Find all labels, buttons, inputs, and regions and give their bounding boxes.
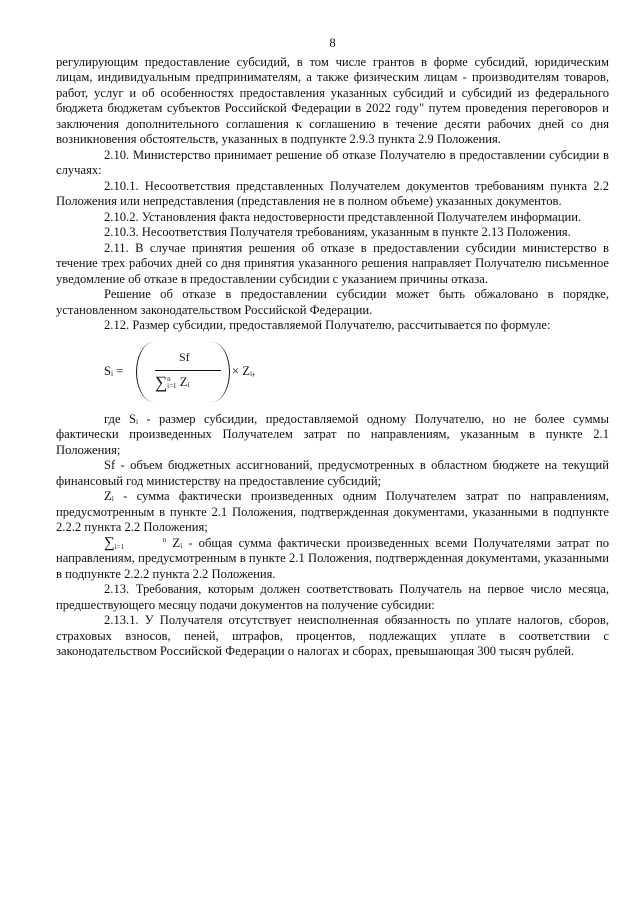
paragraph-appeal: Решение об отказе в предоставлении субсидии может быть обжаловано в порядке, установленном законодательством Российской Федерации. [56,287,609,317]
paragraph-2-11: 2.11. В случае принятия решения об отказе в предоставлении субсидии министерство в течение трех рабочих дней со дня принятия указанного решения направляет Получателю письменное уведомление об отказе в предоставлении субсидии с указанием причины отказа. [56,240,609,286]
definition-sum-zi [56,536,609,583]
paragraph-continuation: регулирующим предоставление субсидий, в том числе грантов в форме субсидий, юридическим лицам, индивидуальным предпринимателям, а также физическим лицам - производителям товаров, работ, услуг и об особенностях предоставления указанных субсидий и субсидий из федерального бюджета бюджетам субъектов Российской Федерации в 2022 году" путем проведения переговоров и заключения дополнительного соглашения к соглашению в течение десяти рабочих дней со дня возникновения обстоятельств, указанных в подпункте 2.9.3 пункта 2.9 Положения. [56,54,609,146]
formula-parentheses [136,342,230,402]
sum-symbol: ∑ [155,372,168,392]
formula-fraction-line [155,370,221,371]
paragraph-2-12: 2.12. Размер субсидии, предоставляемой Получателю, рассчитывается по формуле: [104,318,551,332]
sum-lower-limit: i=1 [167,381,177,390]
paragraph-2-13-1: 2.13.1. У Получателя отсутствует неисполненная обязанность по уплате налогов, сборов, страховых взносов, пеней, штрафов, процентов, подлежащих уплате в соответствии с законодательством Российской Федерации о налогах и сборах, превышающая 300 тысяч рублей. [56,613,609,658]
formula-lhs: Sᵢ = [104,363,124,378]
inline-sum-symbol: ∑ [104,534,115,551]
paragraph-2-10-2: 2.10.2. Установления факта недостоверности представленной Получателем информации. [104,209,582,224]
page-number: 8 [329,36,336,50]
inline-sum-lower: i=1 [114,542,125,551]
paragraph-2-13: 2.13. Требования, которым должен соответствовать Получатель на первое число месяца, предшествующего месяцу подачи документов на получение субсидии: [56,582,609,612]
paragraph-2-10-3: 2.10.3. Несоответствия Получателя требованиям, указанным в пункте 2.13 Положения. [104,225,571,239]
formula-rhs: × Zᵢ, [232,363,256,378]
definition-sf: Sf - объем бюджетных ассигнований, предусмотренных в областном бюджете на текущий финансовый год министерству на предоставление субсидий; [56,458,609,488]
formula-numerator: Sf [179,349,190,364]
formula-denominator [155,373,189,391]
subsidy-formula [56,342,609,404]
definition-sum-zi-text: - общая сумма фактически произведенных всеми Получателями затрат по направлениям, предусмотренным в пункте 2.1 Положения, подтвержденная документами, указанными в подпункте 2.2.2 пункта 2.2 Положения. [56,535,609,581]
inline-sum-upper: n [162,535,167,544]
definition-si: где Sᵢ - размер субсидии, предоставляемой одному Получателю, но не более суммы фактически произведенных Получателем затрат по направлениям, указанным в пункте 2.1 Положения; [56,411,609,457]
paragraph-2-10-1: 2.10.1. Несоответствия представленных Получателем документов требованиям пункта 2.2 Положения или непредставления (представления не в полном объеме) указанных документов. [56,178,609,208]
formula-den-variable: Zᵢ [179,374,190,389]
sum-upper-limit: n [167,374,171,383]
inline-sum-variable: Zᵢ [172,535,183,550]
definition-zi: Zᵢ - сумма фактически произведенных одним Получателем затрат по направлениям, предусмотренным в пункте 2.1 Положения, подтвержденная документами, указанными в подпункте 2.2.2 пункта 2.2 Положения; [56,489,609,534]
paragraph-2-10: 2.10. Министерство принимает решение об отказе Получателю в предоставлении субсидии в случаях: [56,147,609,177]
